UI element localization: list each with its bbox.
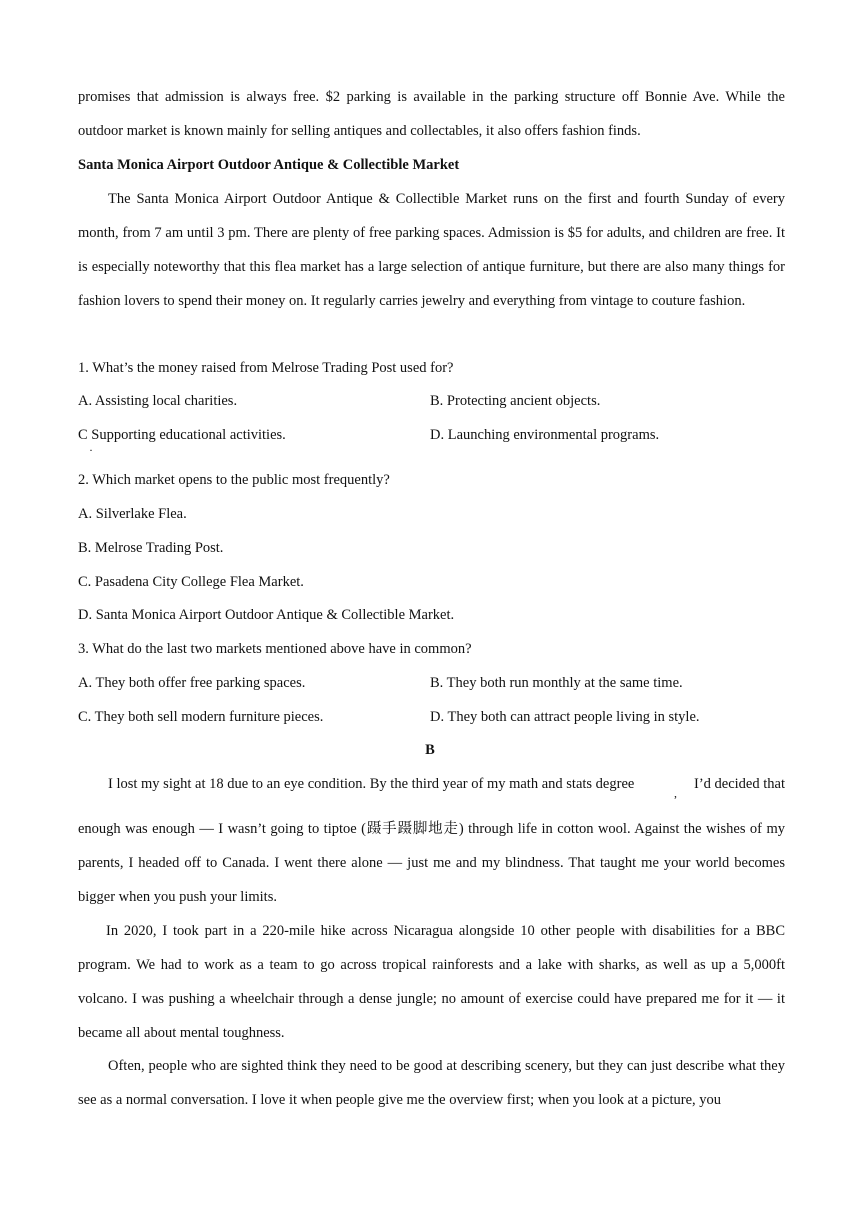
q2-option-d: D. Santa Monica Airport Outdoor Antique & Collectible Market.: [78, 607, 455, 623]
q2-option-b: B. Melrose Trading Post.: [78, 540, 224, 556]
section-b-p1-line-1: I lost my sight at 18 due to an eye condition. By the third year of my math and stats degree: [108, 776, 635, 792]
santa-monica-paragraph: The Santa Monica Airport Outdoor Antique & Collectible Market runs on the first and fourth Sunday of every month, from 7 am until 3 pm. There are plenty of free parking spaces. Admission is $5 for adults, and children are free. It is especially noteworthy that this flea market has a large selection of antique furniture, but there are also many things for fashion lovers to spend their money on. It regularly carries jewelry and everything from vintage to couture fashion.: [78, 191, 785, 309]
section-b-p1-line-1-end: I’d decided that: [694, 776, 785, 792]
q1-option-c: C Supporting educational activities.: [78, 427, 286, 443]
q1-option-d: D. Launching environmental programs.: [430, 427, 660, 443]
section-b-paragraph-1: enough was enough — I wasn’t going to tiptoe (蹑手蹑脚地走) through life in cotton wool. Against the wishes of my parents, I headed off to Canada. I went there alone — just me and my blindness. That taught me your world becomes bigger when you push your limits.: [78, 821, 785, 905]
section-b-title: B: [425, 742, 435, 758]
q3-option-a: A. They both offer free parking spaces.: [78, 675, 306, 691]
question-2-stem: 2. Which market opens to the public most frequently?: [78, 472, 390, 488]
q2-option-a: A. Silverlake Flea.: [78, 506, 187, 522]
intro-line-1: promises that admission is always free. $2 parking is available in the parking structure off Bonnie Ave. While the: [78, 89, 785, 105]
q1-option-a: A. Assisting local charities.: [78, 393, 238, 409]
section-b-paragraph-3: Often, people who are sighted think they need to be good at describing scenery, but they can just describe what they see as a normal conversation. I love it when people give me the overview first; when you look at a picture, you: [78, 1058, 785, 1108]
intro-line-2: outdoor market is known mainly for selling antiques and collectables, it also offers fashion finds.: [78, 123, 641, 139]
q3-option-c: C. They both sell modern furniture pieces.: [78, 709, 324, 725]
q1-option-b: B. Protecting ancient objects.: [430, 393, 601, 409]
q3-option-b: B. They both run monthly at the same time.: [430, 675, 683, 691]
section-b-p1-comma: ,: [674, 786, 677, 800]
question-1-stem: 1. What’s the money raised from Melrose Trading Post used for?: [78, 360, 454, 376]
q1-option-c-mark: ·: [89, 443, 93, 457]
question-3-stem: 3. What do the last two markets mentioned above have in common?: [78, 641, 472, 657]
q2-option-c: C. Pasadena City College Flea Market.: [78, 574, 304, 590]
santa-monica-heading: Santa Monica Airport Outdoor Antique & Collectible Market: [78, 157, 460, 173]
section-b-paragraph-2: In 2020, I took part in a 220-mile hike across Nicaragua alongside 10 other people with disabilities for a BBC program. We had to work as a team to go across tropical rainforests and a lake with sharks, as well as up a 5,000ft volcano. I was pushing a wheelchair through a dense jungle; no amount of exercise could have prepared me for it — it became all about mental toughness.: [78, 923, 785, 1041]
q3-option-d: D. They both can attract people living in style.: [430, 709, 700, 725]
